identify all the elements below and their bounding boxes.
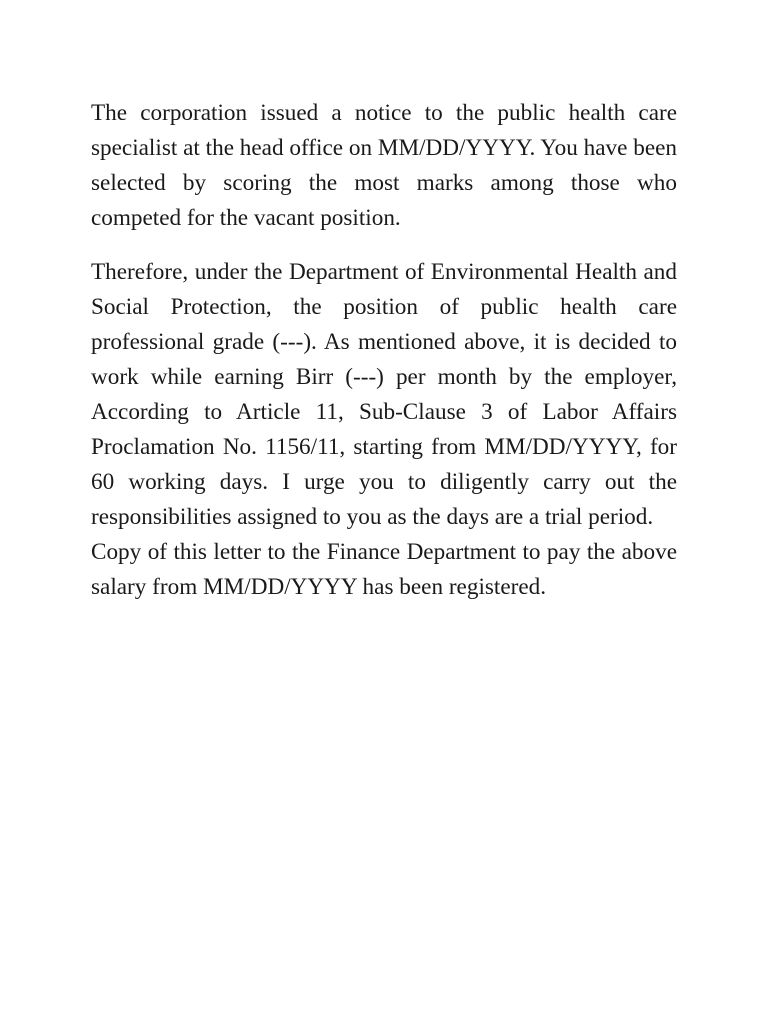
paragraph-position-terms: Therefore, under the Department of Environmental Health and Social Protection, the position of public health care professional grade (---). As mentioned above, it is decided to work while earning Birr (---) per month by the employer, According to Article 11, Sub-Clause 3 of Labor Affairs Proclamation No. 1156/11, starting from MM/DD/YYYY, for 60 working days. I urge you to diligently carry out the responsibilities assigned to you as the days are a trial period. xyxy=(91,259,677,530)
paragraph-finance-copy: Copy of this letter to the Finance Department to pay the above salary from MM/DD/YYYY has been registered. xyxy=(91,539,677,600)
letter-body xyxy=(91,96,677,605)
paragraph-selection-notice: The corporation issued a notice to the public health care specialist at the head office on MM/DD/YYYY. You have been selected by scoring the most marks among those who competed for the vacant position. xyxy=(91,100,677,231)
